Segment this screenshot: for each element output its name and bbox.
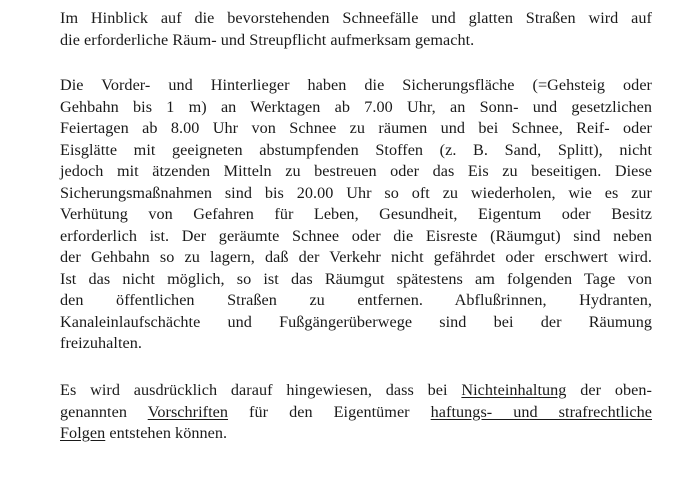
paragraph-line: Im Hinblick auf die bevorstehenden Schneefälle und glatten Straßen wird auf: [60, 9, 652, 27]
paragraph-line: Gehbahn bis 1 m) an Werktagen ab 7.00 Uhr, an Sonn- und gesetzlichen: [60, 97, 652, 116]
paragraph-line: erforderlich ist. Der geräumte Schnee oder die Eisreste (Räumgut) sind neben: [60, 226, 652, 245]
paragraph-line: Sicherungsmaßnahmen sind bis 20.00 Uhr so oft zu wiederholen, wie es zur: [60, 183, 652, 202]
paragraph-line: Feiertagen ab 8.00 Uhr von Schnee zu räumen und bei Schnee, Reif- oder: [60, 119, 652, 137]
paragraph-line: Verhütung von Gefahren für Leben, Gesundheit, Eigentum oder Besitz: [60, 205, 652, 223]
underlined-term-nichteinhaltung: Nichteinhaltung: [461, 381, 567, 399]
paragraph-line: Kanaleinlaufschächte und Fußgängerüberwege sind bei der Räumung: [60, 312, 652, 331]
underlined-term-haftungs: haftungs- und strafrechtliche: [430, 402, 653, 421]
paragraph-obligations: [60, 75, 652, 355]
underlined-term-vorschriften: Vorschriften: [147, 402, 229, 421]
text-run: der oben-: [566, 381, 652, 399]
text-run: genannten: [60, 402, 148, 421]
paragraph-line: den öffentlichen Straßen zu entfernen. Abflußrinnen, Hydranten,: [60, 291, 652, 309]
paragraph-line: [60, 402, 652, 424]
paragraph-line: jedoch mit ätzenden Mitteln zu bestreuen oder das Eis zu beseitigen. Diese: [60, 162, 652, 180]
paragraph-line: der Gehbahn so zu lagern, daß der Verkehr nicht gefährdet oder erschwert wird.: [60, 248, 652, 266]
text-run: entstehen können.: [105, 424, 228, 442]
paragraph-line: Die Vorder- und Hinterlieger haben die Sicherungsfläche (=Gehsteig oder: [60, 76, 652, 94]
paragraph-line: freizuhalten.: [60, 334, 142, 352]
paragraph-line: die erforderliche Räum- und Streupflicht aufmerksam gemacht.: [60, 30, 475, 49]
text-run: Es wird ausdrücklich darauf hingewiesen, dass bei: [60, 381, 462, 399]
paragraph-line: [60, 380, 652, 402]
underlined-term-folgen: Folgen: [60, 424, 106, 442]
paragraph-line: Ist das nicht möglich, so ist das Räumgut spätestens am folgenden Tage von: [60, 269, 652, 288]
paragraph-notice: [60, 380, 652, 445]
paragraph-intro: [60, 8, 652, 51]
paragraph-line: Eisglätte mit geeigneten abstumpfenden Stoffen (z. B. Sand, Splitt), nicht: [60, 140, 652, 159]
paragraph-line: [60, 423, 652, 445]
text-run: für den Eigentümer: [228, 402, 431, 421]
